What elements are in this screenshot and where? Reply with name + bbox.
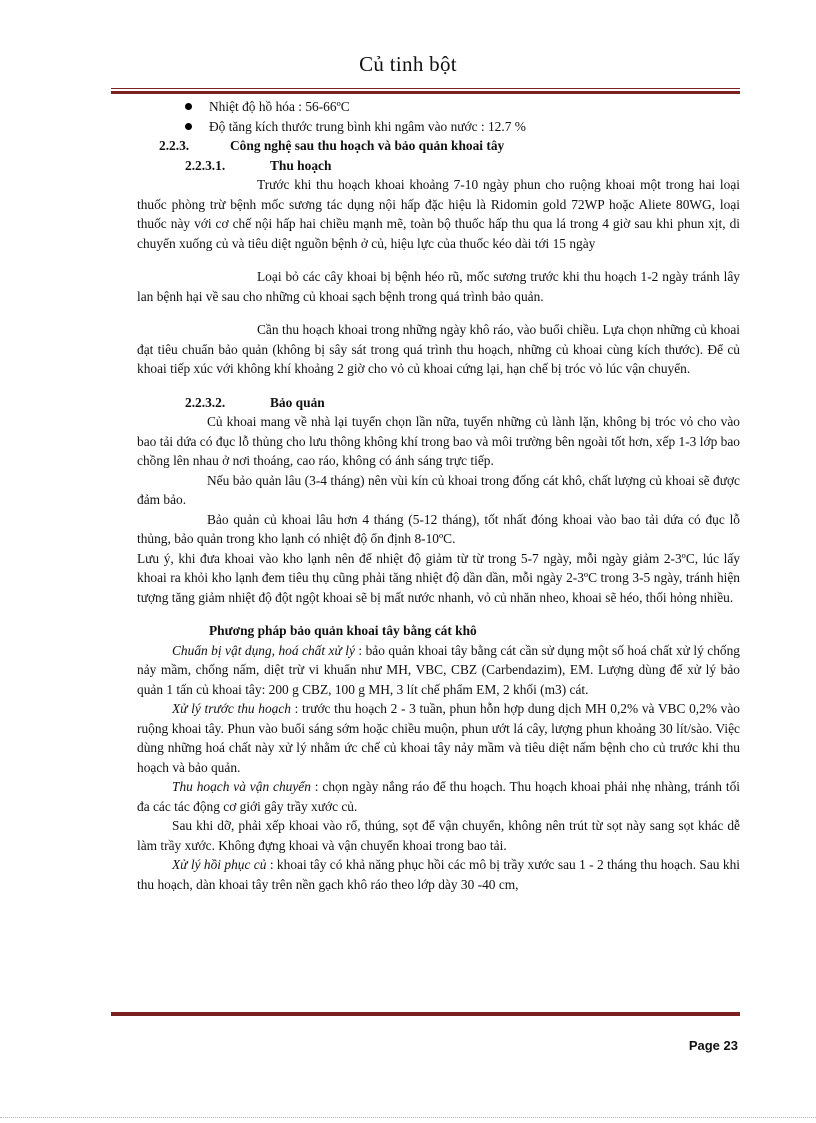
bullet-list — [137, 97, 740, 136]
paragraph-harvest-3: Cần thu hoạch khoai trong những ngày khô ráo, vào buổi chiều. Lựa chọn những củ khoai đạt tiêu chuẩn bảo quản (không bị sây sát trong quá trình thu hoạch, những củ khoai cùng kích thước). Để củ khoai tiếp xúc với không khí khoảng 2 giờ cho vỏ củ khoai cứng lại, hạn chế bị tróc vỏ lúc vận chuyển. — [137, 322, 740, 376]
paragraph-harvest-2: Loại bỏ các cây khoai bị bệnh héo rũ, mốc sương trước khi thu hoạch 1-2 ngày tránh lây lan bệnh hại về sau cho những củ khoai sạch bệnh trong quá trình bảo quản. — [137, 269, 740, 304]
section-heading-2-2-3-1: 2.2.3.1. Thu hoạch — [185, 157, 332, 173]
paragraph-storage-2: Nếu bảo quản lâu (3-4 tháng) nên vùi kín củ khoai trong đống cát khô, chất lượng củ khoai sẽ được đảm bảo. — [137, 472, 740, 507]
page-boundary-divider — [0, 1117, 816, 1118]
paragraph-sand-2: Xử lý trước thu hoạch : trước thu hoạch 2 - 3 tuần, phun hỗn hợp dung dịch MH 0,2% và VBC 0,2% vào ruộng khoai tây. Phun vào buổi sáng sớm hoặc chiều muộn, phun ướt lá cây, lượng phun khoảng 30 lít/sào. Việc dùng những hoá chất này xử lý nhằm ức chế củ khoai tây nảy mầm và tiêu diệt nấm bệnh cho củ trước khi thu hoạch và bảo quản. — [137, 701, 740, 775]
paragraph-sand-4: Sau khi dỡ, phải xếp khoai vào rổ, thúng, sọt để vận chuyển, không nên trút từ sọt này sang sọt khác dễ làm trầy xước. Không đựng khoai và vận chuyển khoai trong bao tải. — [137, 818, 740, 853]
paragraph-storage-note: Lưu ý, khi đưa khoai vào kho lạnh nên để nhiệt độ giảm từ từ trong 5-7 ngày, mỗi ngày giảm 2-3ºC, lúc lấy khoai ra khỏi kho lạnh đem tiêu thụ cũng phải tăng nhiệt độ dần dần, mỗi ngày 2-3ºC trong 3-5 ngày, tránh hiện tượng tăng giảm nhiệt độ đột ngột khoai sẽ bị mất nước nhanh, vỏ củ nhăn nheo, khoai sẽ héo, thối hỏng nhiều. — [137, 550, 740, 605]
paragraph-sand-1: Chuẩn bị vật dụng, hoá chất xử lý : bảo quản khoai tây bằng cát cần sử dụng một số hoá chất xử lý chống nảy mầm, chống nấm, diệt trừ vi khuẩn như MH, VBC, CBZ (Carbendazim), EM. Lượng dùng để xử lý bảo quản 1 tấn củ khoai tây: 200 g CBZ, 100 g MH, 3 lít chế phẩm EM, 2 khối (m3) cát. — [137, 642, 740, 697]
bullet-icon — [185, 103, 192, 110]
paragraph-storage-1: Củ khoai mang về nhà lại tuyển chọn lần nữa, tuyển những củ lành lặn, không bị tróc vỏ cho vào bao tải dứa có đục lỗ thủng cho lưu thông không khí trong bao và môi trường bên ngoài tốt hơn, xếp 1-3 lớp bao chồng lên nhau ở nơi thoáng, cao ráo, không có ánh sáng trực tiếp. — [137, 414, 740, 468]
bullet-item: Nhiệt độ hồ hóa : 56-66ºC — [185, 97, 740, 117]
section-heading-2-2-3-2: 2.2.3.2. Bảo quản — [185, 394, 325, 410]
footer-rule — [111, 1010, 740, 1016]
paragraph-harvest-1: Trước khi thu hoạch khoai khoảng 7-10 ngày phun cho ruộng khoai một trong hai loại thuốc phòng trừ bệnh mốc sương tác dụng nội hấp đặc hiệu là Ridomin gold 72WP hoặc Aliete 80WG, loại thuốc này với cơ chế nội hấp hai chiều mạnh mẽ, toàn bộ thuốc hấp thu qua lá trong 4 giờ sau khi phun xịt, di chuyển xuống củ và tiêu diệt nguồn bệnh ở củ, hiệu lực của thuốc kéo dài tới 15 ngày — [137, 177, 740, 251]
page-body — [137, 97, 740, 894]
paragraph-storage-3: Bảo quản củ khoai lâu hơn 4 tháng (5-12 tháng), tốt nhất đóng khoai vào bao tải dứa có đục lỗ thủng, bảo quản trong kho lạnh có nhiệt độ ổn định 8-10ºC. — [137, 511, 740, 546]
bullet-item: Độ tăng kích thước trung bình khi ngâm vào nước : 12.7 % — [185, 117, 740, 137]
paragraph-sand-5: Xử lý hồi phục củ : khoai tây có khả năng phục hồi các mô bị trầy xước sau 1 - 2 tháng thu hoạch. Sau khi thu hoạch, dàn khoai tây trên nền gạch khô ráo theo lớp dày 30 -40 cm, — [137, 857, 740, 892]
paragraph-sand-3: Thu hoạch và vận chuyển : chọn ngày nắng ráo để thu hoạch. Thu hoạch khoai phải nhẹ nhàng, tránh tối đa các tác động cơ giới gây trầy xước củ. — [137, 779, 740, 814]
sand-method-heading: Phương pháp bảo quản khoai tây bằng cát khô — [209, 623, 477, 638]
section-heading-2-2-3: 2.2.3. Công nghệ sau thu hoạch và bảo quản khoai tây — [159, 138, 505, 153]
header-rule — [111, 88, 740, 94]
header-title: Củ tinh bột — [359, 52, 457, 76]
page-number: Page 23 — [688, 1038, 738, 1053]
bullet-icon — [185, 123, 192, 130]
